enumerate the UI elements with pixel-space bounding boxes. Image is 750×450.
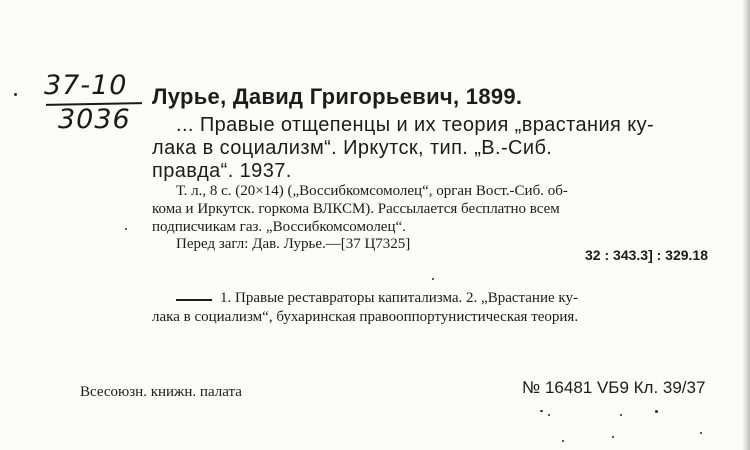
description-line-1: Т. л., 8 с. (20×14) („Воссибкомсомолец“, орган Вост.-Сиб. об- (176, 183, 568, 199)
description-line-2: кома и Иркутск. горкома ВЛКСМ). Рассылается бесплатно всем (152, 201, 560, 217)
ink-speck (14, 93, 17, 96)
ink-speck (700, 432, 702, 434)
classification-code: 32 : 343.3] : 329.18 (585, 247, 708, 263)
title-line-2: лака в социализм“. Иркутск, тип. „В.-Сиб. (152, 137, 553, 159)
card-number: № 16481 VБ9 Кл. 39/37 (522, 378, 706, 397)
contents-dash (176, 299, 212, 301)
contents-line-2: лака в социализм“, бухаринская правооппортунистическая теория. (152, 309, 579, 325)
title-line-1: ... Правые отщепенцы и их теория „врастания ку- (176, 114, 655, 136)
publisher-footer: Всесоюзн. книжн. палата (80, 384, 242, 400)
ink-speck (620, 414, 622, 416)
ink-speck (612, 436, 614, 438)
description-line-4: Перед загл: Дав. Лурье.—[37 Ц7325] (176, 236, 411, 252)
ink-speck (548, 414, 550, 416)
author-heading: Лурье, Давид Григорьевич, 1899. (152, 84, 523, 109)
ink-speck (432, 278, 434, 280)
ink-speck (655, 410, 658, 413)
ink-speck (125, 228, 127, 230)
description-line-3: подписчикам газ. „Воссибкомсомолец“. (152, 219, 406, 235)
ink-speck (562, 440, 564, 442)
handwritten-shelfmark-2: 3036 (58, 104, 131, 135)
contents-line-1: 1. Правые реставраторы капитализма. 2. „Врастание ку- (220, 290, 578, 306)
card-edge-shadow (742, 0, 750, 450)
ink-speck (540, 410, 543, 412)
title-line-3: правда“. 1937. (152, 160, 292, 182)
handwritten-shelfmark-1: 37-10 (44, 70, 128, 101)
